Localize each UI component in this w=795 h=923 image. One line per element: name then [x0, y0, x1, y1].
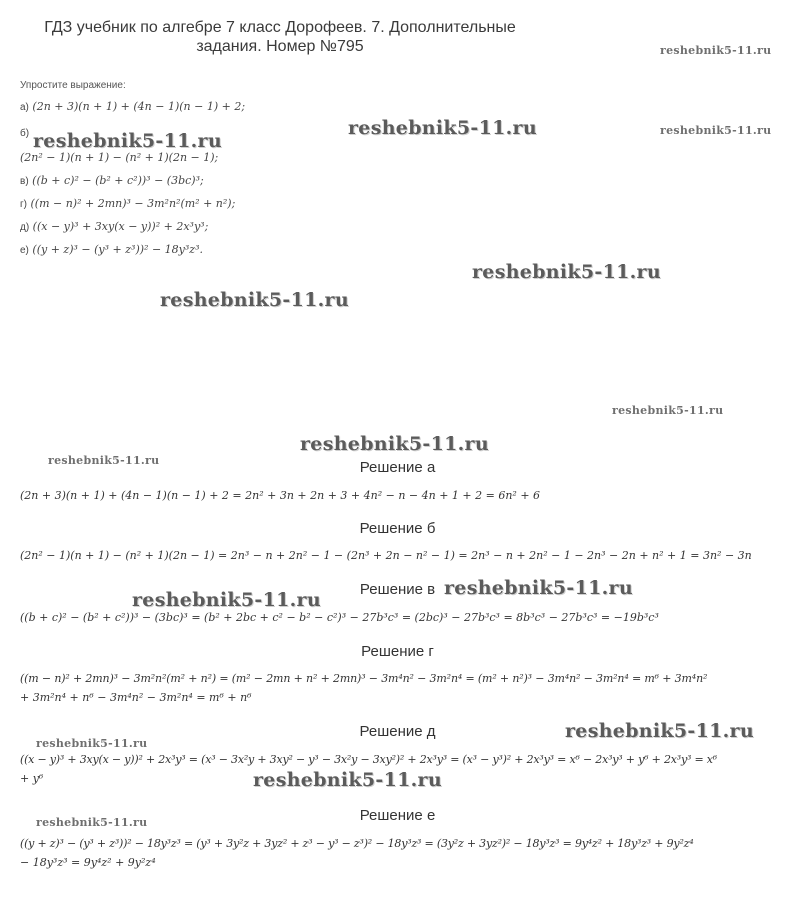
solution-line: ((b + c)² − (b² + c²))³ − (3bc)³ = (b² + 2bc + c² − b² − c²)³ − 27b³c³ = (2bc)³ − 27b³c³ = 8b³c³ − 27b³c³ = −19b³c³ — [20, 611, 659, 624]
watermark: reshebnik5-11.ru — [444, 577, 633, 599]
watermark: reshebnik5-11.ru — [348, 117, 537, 139]
solution-line: + y⁶ — [20, 772, 44, 785]
task-label: е) — [20, 245, 29, 256]
task-expression: ((x − y)³ + 3xy(x − y))² + 2x³y³; — [32, 220, 209, 233]
task-label: д) — [20, 222, 30, 233]
task-expression: (2n² − 1)(n + 1) − (n² + 1)(2n − 1); — [20, 151, 219, 164]
watermark: reshebnik5-11.ru — [253, 769, 442, 791]
watermark: reshebnik5-11.ru — [36, 737, 148, 750]
solution-heading: Решение в — [359, 581, 436, 598]
solution-line: ((x − y)³ + 3xy(x − y))² + 2x³y³ = (x³ − 3x²y + 3xy² − y³ − 3x²y − 3xy²)² + 2x³y³ = (x³ − y³)² + 2x³y³ = x⁶ − 2x³y³ + y⁶ + 2x³y³ = x⁶ — [20, 753, 718, 766]
watermark: reshebnik5-11.ru — [33, 130, 222, 152]
task-expression: (2n + 3)(n + 1) + (4n − 1)(n − 1) + 2; — [32, 100, 246, 113]
solution-heading: Решение г — [361, 643, 434, 660]
task-item-f — [20, 243, 203, 256]
task-expression: ((y + z)³ − (y³ + z³))² − 18y³z³. — [32, 243, 203, 256]
task-label: а) — [20, 102, 29, 113]
solution-line: ((y + z)³ − (y³ + z³))² − 18y³z³ = (y³ + 3y²z + 3yz² + z³ − y³ − z³)² − 18y³z³ = (3y²z + 3yz²)² − 18y³z³ = 9y⁴z² + 18y³z³ + 9y²z⁴ — [20, 837, 694, 850]
task-intro: Упростите выражение: — [20, 80, 126, 91]
watermark: reshebnik5-11.ru — [612, 404, 724, 417]
watermark: reshebnik5-11.ru — [660, 44, 772, 57]
solution-heading: Решение е — [359, 807, 436, 824]
task-item-d — [20, 197, 235, 210]
task-item-b-label — [20, 126, 29, 139]
task-expression: ((b + c)² − (b² + c²))³ − (3bc)³; — [32, 174, 204, 187]
watermark: reshebnik5-11.ru — [132, 589, 321, 611]
solution-line: (2n + 3)(n + 1) + (4n − 1)(n − 1) + 2 = 2n² + 3n + 2n + 3 + 4n² − n − 4n + 1 + 2 = 6n² + 6 — [20, 489, 541, 502]
solution-line: ((m − n)² + 2mn)³ − 3m²n²(m² + n²) = (m² − 2mn + n² + 2mn)³ − 3m⁴n² − 3m²n⁴ = (m² + n²)³ − 3m⁴n² − 3m²n⁴ = m⁶ + 3m⁴n² — [20, 672, 708, 685]
task-item-a — [20, 100, 245, 113]
task-item-c — [20, 174, 204, 187]
watermark: reshebnik5-11.ru — [660, 124, 772, 137]
watermark: reshebnik5-11.ru — [160, 289, 349, 311]
solution-heading: Решение а — [359, 459, 436, 476]
watermark: reshebnik5-11.ru — [565, 720, 754, 742]
watermark: reshebnik5-11.ru — [36, 816, 148, 829]
watermark: reshebnik5-11.ru — [300, 433, 489, 455]
solution-heading: Решение д — [359, 723, 436, 740]
solution-heading: Решение б — [359, 520, 436, 537]
solution-line: + 3m²n⁴ + n⁶ − 3m⁴n² − 3m²n⁴ = m⁶ + n⁶ — [20, 691, 252, 704]
page-title: ГДЗ учебник по алгебре 7 класс Дорофеев. 7. Дополнительные задания. Номер №795 — [44, 19, 516, 55]
task-item-e — [20, 220, 208, 233]
task-label: в) — [20, 176, 29, 187]
watermark: reshebnik5-11.ru — [472, 261, 661, 283]
watermark: reshebnik5-11.ru — [48, 454, 160, 467]
task-label: б) — [20, 128, 30, 139]
task-expression: ((m − n)² + 2mn)³ − 3m²n²(m² + n²); — [30, 197, 236, 210]
task-item-b — [20, 151, 218, 164]
task-label: г) — [20, 199, 27, 210]
solution-line: (2n² − 1)(n + 1) − (n² + 1)(2n − 1) = 2n³ − n + 2n² − 1 − (2n³ + 2n − n² − 1) = 2n³ − n + 2n² − 1 − 2n³ − 2n + n² + 1 = 3n² − 3n — [20, 549, 752, 562]
solution-line: − 18y³z³ = 9y⁴z² + 9y²z⁴ — [20, 856, 156, 869]
